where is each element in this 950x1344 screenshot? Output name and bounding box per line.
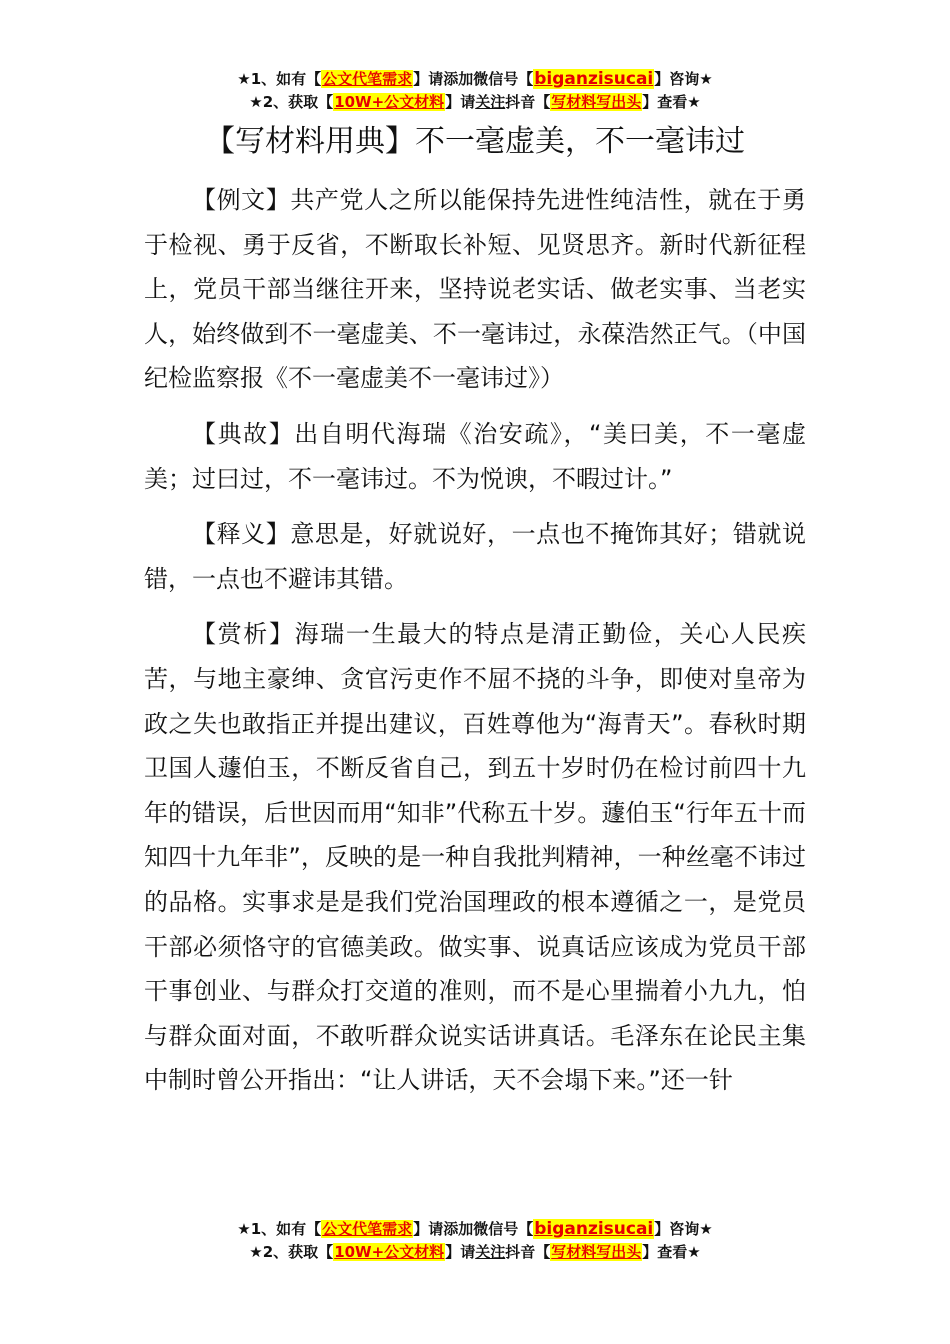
page-title: 【写材料用典】不一毫虚美，不一毫讳过	[205, 124, 745, 159]
banner-line-2-suffix: 】查看★	[642, 93, 701, 111]
banner-line-1-suffix: 】咨询★	[654, 70, 713, 88]
footer-follow-text: 关注	[475, 1243, 506, 1261]
banner-line-1	[0, 68, 950, 91]
paragraph-example: 【例文】共产党人之所以能保持先进性纯洁性，就在于勇于检视、勇于反省，不断取长补短、见贤思齐。新时代新征程上，党员干部当继往开来，坚持说老实话、做老实事、当老实人，始终做到不一毫虚美、不一毫讳过，永葆浩然正气。（中国纪检监察报《不一毫虚美不一毫讳过》）	[144, 186, 806, 393]
banner-line-1-middle: 】请添加微信号【	[413, 70, 534, 88]
banner-line-2-middle-2: 抖音【	[505, 93, 551, 111]
document-body	[144, 178, 806, 1114]
header-banner	[0, 68, 950, 114]
footer-line-2-prefix: ★2、获取【	[249, 1243, 334, 1261]
banner-highlight-douyin: 写材料写出头	[551, 93, 642, 111]
paragraph-meaning: 【释义】意思是，好就说好，一点也不掩饰其好；错就说错，一点也不避讳其错。	[144, 520, 806, 593]
footer-banner-line-2	[0, 1241, 950, 1264]
banner-line-2-prefix: ★2、获取【	[249, 93, 334, 111]
footer-line-2-suffix: 】查看★	[642, 1243, 701, 1261]
footer-highlight-materials: 10W+公文材料	[334, 1243, 445, 1261]
footer-line-1-suffix: 】咨询★	[654, 1220, 713, 1238]
banner-highlight-wechat-id: biganzisucai	[534, 69, 654, 89]
paragraph-allusion: 【典故】出自明代海瑞《治安疏》，“美曰美，不一毫虚美；过曰过，不一毫讳过。不为悦谀，不暇过计。”	[144, 419, 806, 493]
banner-line-2	[0, 91, 950, 114]
footer-highlight-ghostwriting: 公文代笔需求	[322, 1220, 413, 1238]
footer-highlight-wechat-id: biganzisucai	[534, 1219, 654, 1239]
footer-highlight-douyin: 写材料写出头	[551, 1243, 642, 1261]
footer-line-2-middle-1: 】请	[445, 1243, 476, 1261]
banner-highlight-materials: 10W+公文材料	[334, 93, 445, 111]
paragraph-analysis: 【赏析】海瑞一生最大的特点是清正勤俭，关心人民疾苦，与地主豪绅、贪官污吏作不屈不挠的斗争，即使对皇帝为政之失也敢指正并提出建议，百姓尊他为“海青天”。春秋时期卫国人蘧伯玉，不断反省自己，到五十岁时仍在检讨前四十九年的错误，后世因而用“知非”代称五十岁。蘧伯玉“行年五十而知四十九年非”，反映的是一种自我批判精神，一种丝毫不讳过的品格。实事求是是我们党治国理政的根本遵循之一，是党员干部必须恪守的官德美政。做实事、说真话应该成为党员干部干事创业、与群众打交道的准则，而不是心里揣着小九九，怕与群众面对面，不敢听群众说实话讲真话。毛泽东在论民主集中制时曾公开指出：“让人讲话，天不会塌下来。”还一针	[144, 620, 806, 1095]
banner-line-2-middle-1: 】请	[445, 93, 476, 111]
footer-line-1-middle: 】请添加微信号【	[413, 1220, 534, 1238]
banner-line-1-prefix: ★1、如有【	[237, 70, 322, 88]
footer-line-1-prefix: ★1、如有【	[237, 1220, 322, 1238]
banner-follow-text: 关注	[475, 93, 506, 111]
footer-banner-line-1	[0, 1218, 950, 1241]
banner-highlight-ghostwriting: 公文代笔需求	[322, 70, 413, 88]
footer-banner	[0, 1218, 950, 1264]
footer-line-2-middle-2: 抖音【	[505, 1243, 551, 1261]
